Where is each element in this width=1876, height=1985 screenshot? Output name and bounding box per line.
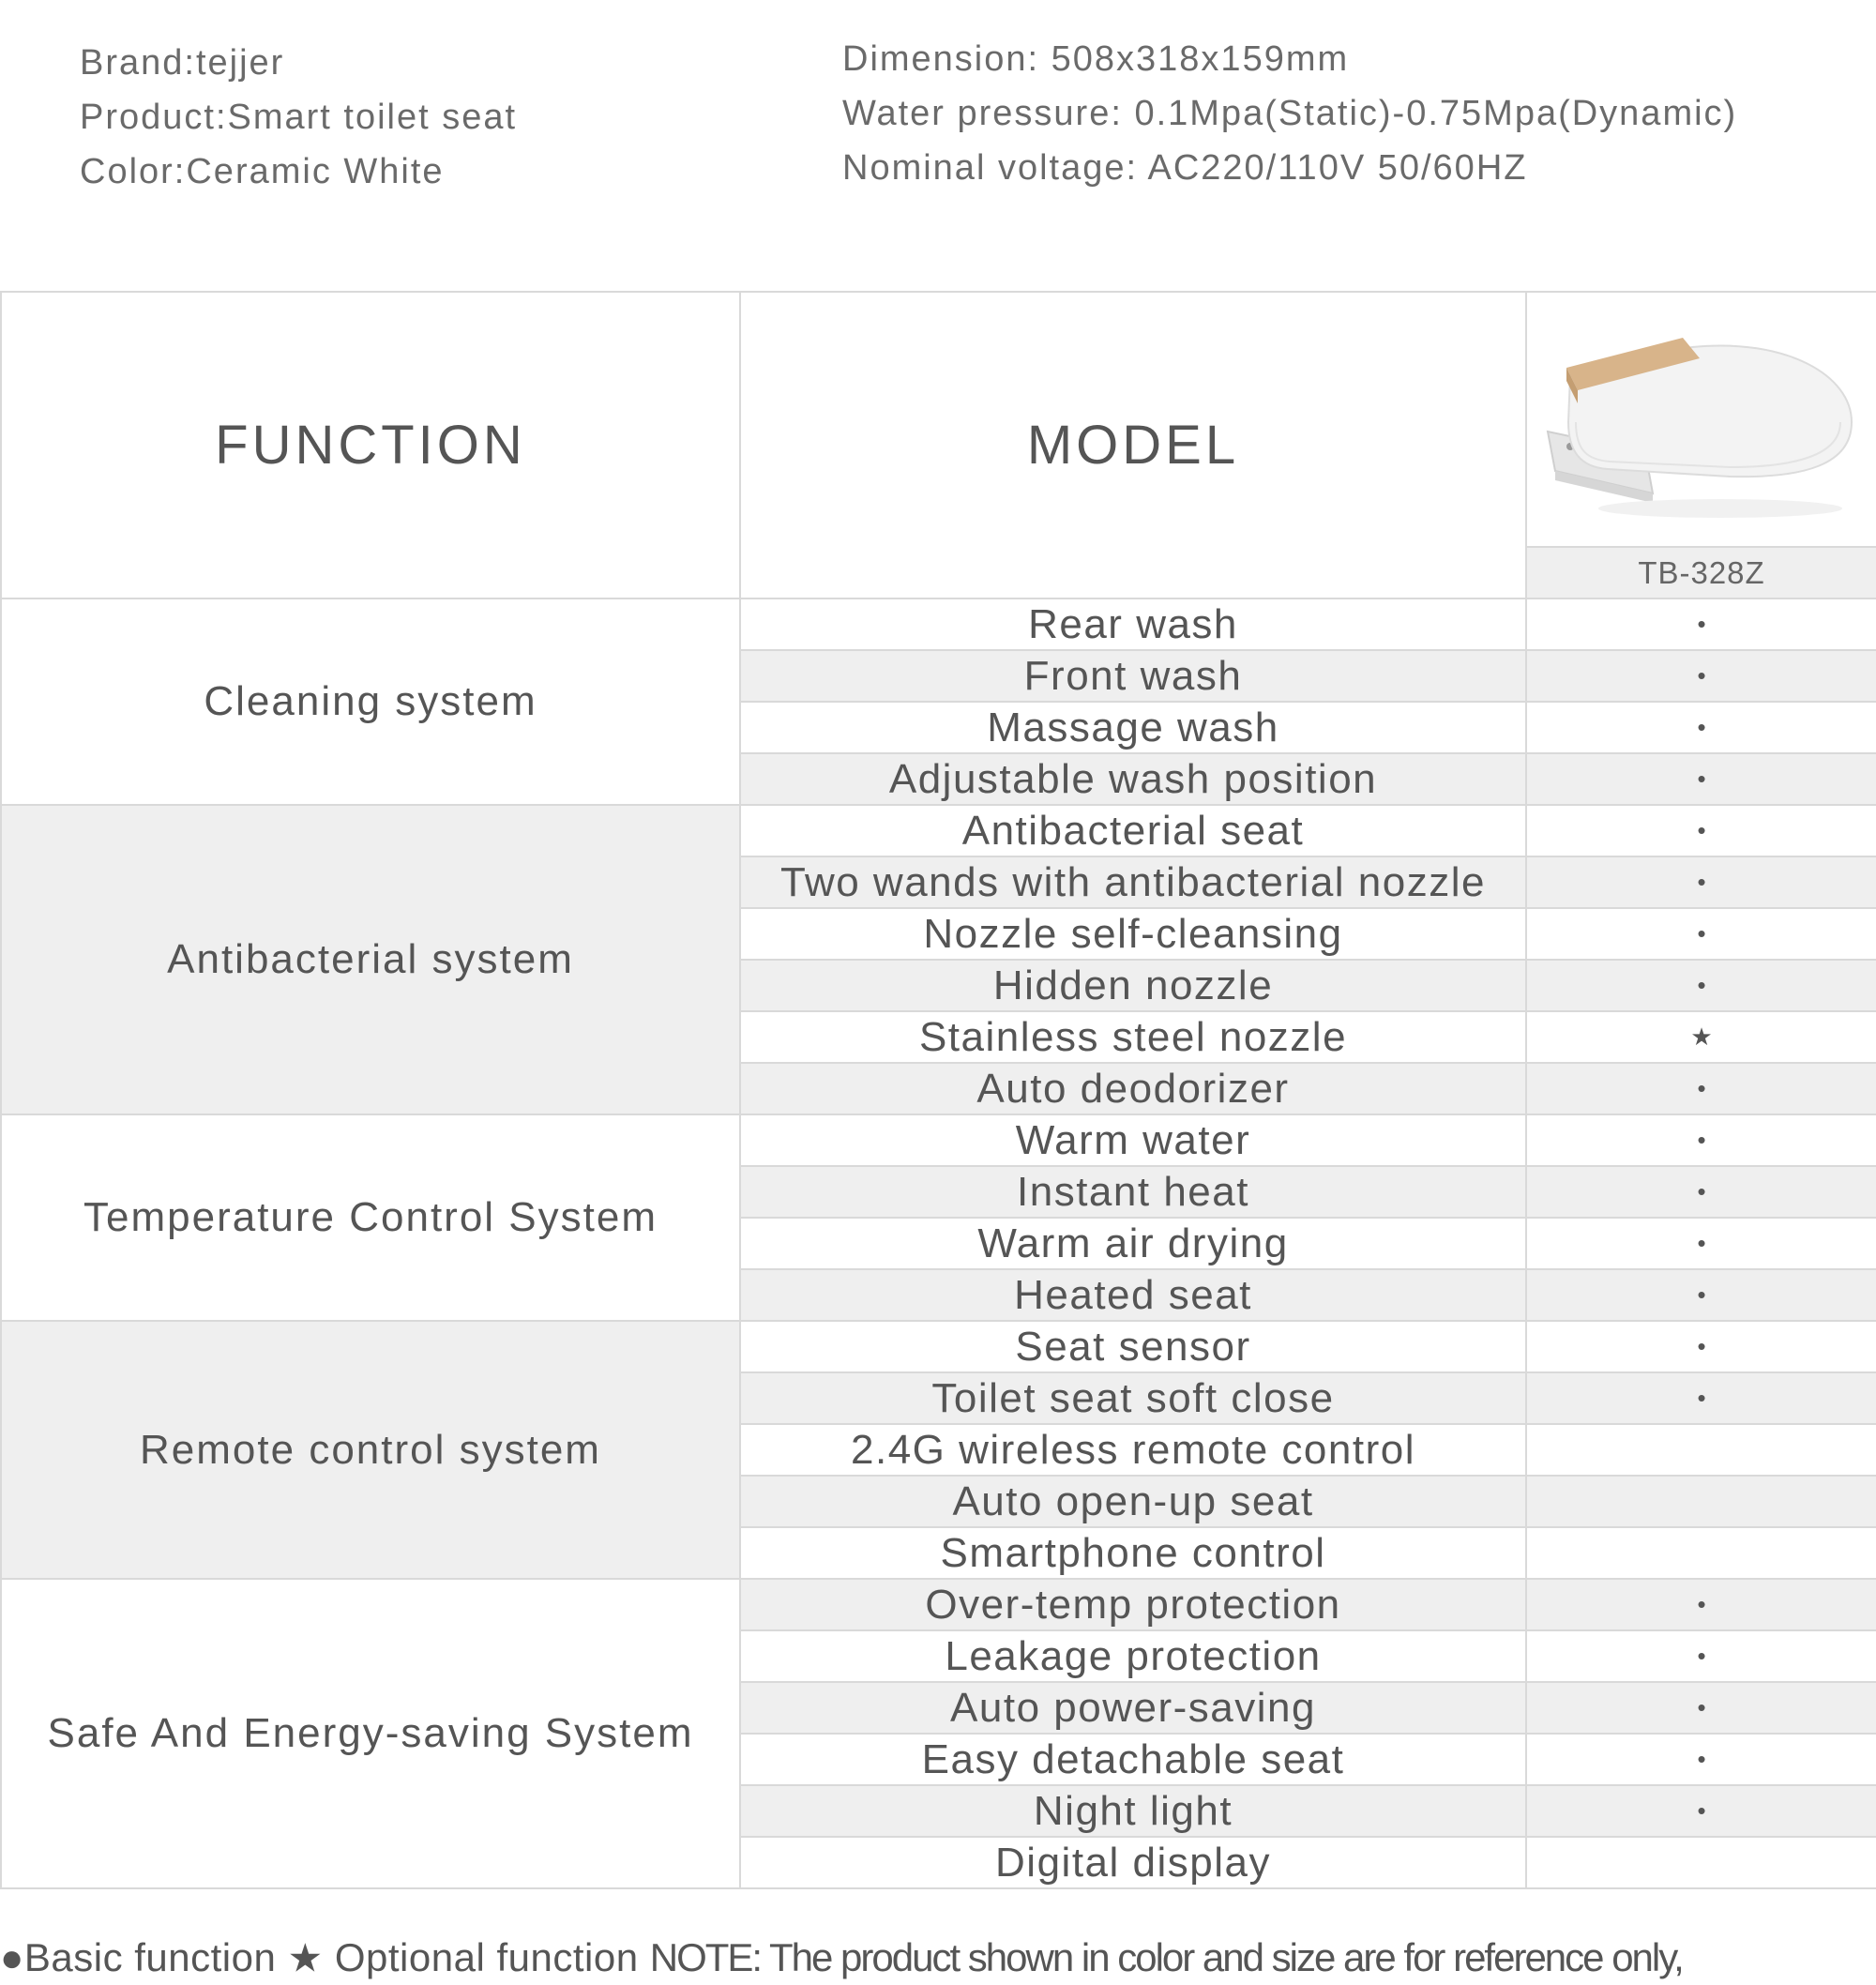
category-cell: Safe And Energy-saving System	[1, 1579, 740, 1888]
feature-mark	[1526, 1527, 1876, 1579]
function-table	[0, 291, 1876, 1889]
water-pressure-text: Water pressure: 0.1Mpa(Static)-0.75Mpa(Dynamic)	[842, 94, 1738, 133]
feature-mark: •	[1526, 702, 1876, 753]
feature-name: Auto open-up seat	[740, 1476, 1526, 1527]
feature-name: Two wands with antibacterial nozzle	[740, 856, 1526, 908]
feature-mark: •	[1526, 960, 1876, 1011]
feature-name: Front wash	[740, 650, 1526, 702]
feature-mark	[1526, 1837, 1876, 1888]
feature-mark: ★	[1526, 1011, 1876, 1063]
basic-function-label: Basic function	[23, 1934, 277, 1979]
feature-name: Seat sensor	[740, 1321, 1526, 1372]
feature-mark: •	[1526, 1321, 1876, 1372]
category-cell: Antibacterial system	[1, 805, 740, 1114]
feature-name: Hidden nozzle	[740, 960, 1526, 1011]
feature-name: Stainless steel nozzle	[740, 1011, 1526, 1063]
feature-name: Warm water	[740, 1114, 1526, 1166]
note-text: NOTE: The product shown in color and size are for reference only,	[649, 1934, 1683, 1979]
color-text: Color:Ceramic White	[80, 152, 445, 191]
feature-name: Auto power-saving	[740, 1682, 1526, 1734]
product-image-cell	[1526, 292, 1876, 547]
feature-mark: •	[1526, 1269, 1876, 1321]
feature-name: Auto deodorizer	[740, 1063, 1526, 1114]
toilet-seat-image	[1542, 310, 1861, 525]
feature-name: Adjustable wash position	[740, 753, 1526, 805]
table-row	[1, 1579, 1876, 1630]
feature-mark: •	[1526, 1063, 1876, 1114]
basic-function-symbol: ●	[0, 1934, 24, 1979]
feature-name: Smartphone control	[740, 1527, 1526, 1579]
table-row	[1, 599, 1876, 650]
feature-name: Nozzle self-cleansing	[740, 908, 1526, 960]
feature-name: Heated seat	[740, 1269, 1526, 1321]
feature-mark: •	[1526, 856, 1876, 908]
feature-mark: •	[1526, 1734, 1876, 1785]
feature-name: Warm air drying	[740, 1218, 1526, 1269]
feature-name: Instant heat	[740, 1166, 1526, 1218]
feature-name: 2.4G wireless remote control	[740, 1424, 1526, 1476]
dimension-text: Dimension: 508x318x159mm	[842, 39, 1350, 79]
legend	[0, 1932, 1683, 1980]
model-header: MODEL	[740, 292, 1526, 599]
feature-mark: •	[1526, 599, 1876, 650]
model-name: TB-328Z	[1526, 547, 1876, 599]
feature-name: Rear wash	[740, 599, 1526, 650]
feature-mark: •	[1526, 805, 1876, 856]
feature-mark	[1526, 1424, 1876, 1476]
product-specs-right	[842, 32, 1737, 195]
brand-text: Brand:tejjer	[80, 43, 285, 83]
nominal-voltage-text: Nominal voltage: AC220/110V 50/60HZ	[842, 148, 1528, 188]
feature-name: Toilet seat soft close	[740, 1372, 1526, 1424]
category-cell: Remote control system	[1, 1321, 740, 1579]
feature-mark: •	[1526, 1630, 1876, 1682]
category-cell: Cleaning system	[1, 599, 740, 805]
feature-mark: •	[1526, 1114, 1876, 1166]
optional-function-label: Optional function	[334, 1934, 639, 1979]
feature-mark	[1526, 1476, 1876, 1527]
feature-mark: •	[1526, 1372, 1876, 1424]
table-row	[1, 805, 1876, 856]
feature-name: Easy detachable seat	[740, 1734, 1526, 1785]
feature-mark: •	[1526, 908, 1876, 960]
feature-mark: •	[1526, 650, 1876, 702]
feature-mark: •	[1526, 1579, 1876, 1630]
feature-name: Digital display	[740, 1837, 1526, 1888]
feature-mark: •	[1526, 1218, 1876, 1269]
table-row	[1, 1114, 1876, 1166]
product-text: Product:Smart toilet seat	[80, 98, 518, 137]
feature-mark: •	[1526, 1166, 1876, 1218]
product-specs-left	[80, 36, 517, 199]
feature-mark: •	[1526, 1785, 1876, 1837]
function-header: FUNCTION	[1, 292, 740, 599]
feature-name: Over-temp protection	[740, 1579, 1526, 1630]
feature-name: Night light	[740, 1785, 1526, 1837]
category-cell: Temperature Control System	[1, 1114, 740, 1321]
feature-mark: •	[1526, 753, 1876, 805]
optional-function-symbol: ★	[287, 1935, 324, 1980]
feature-name: Leakage protection	[740, 1630, 1526, 1682]
feature-mark: •	[1526, 1682, 1876, 1734]
table-row	[1, 1321, 1876, 1372]
feature-name: Massage wash	[740, 702, 1526, 753]
feature-name: Antibacterial seat	[740, 805, 1526, 856]
